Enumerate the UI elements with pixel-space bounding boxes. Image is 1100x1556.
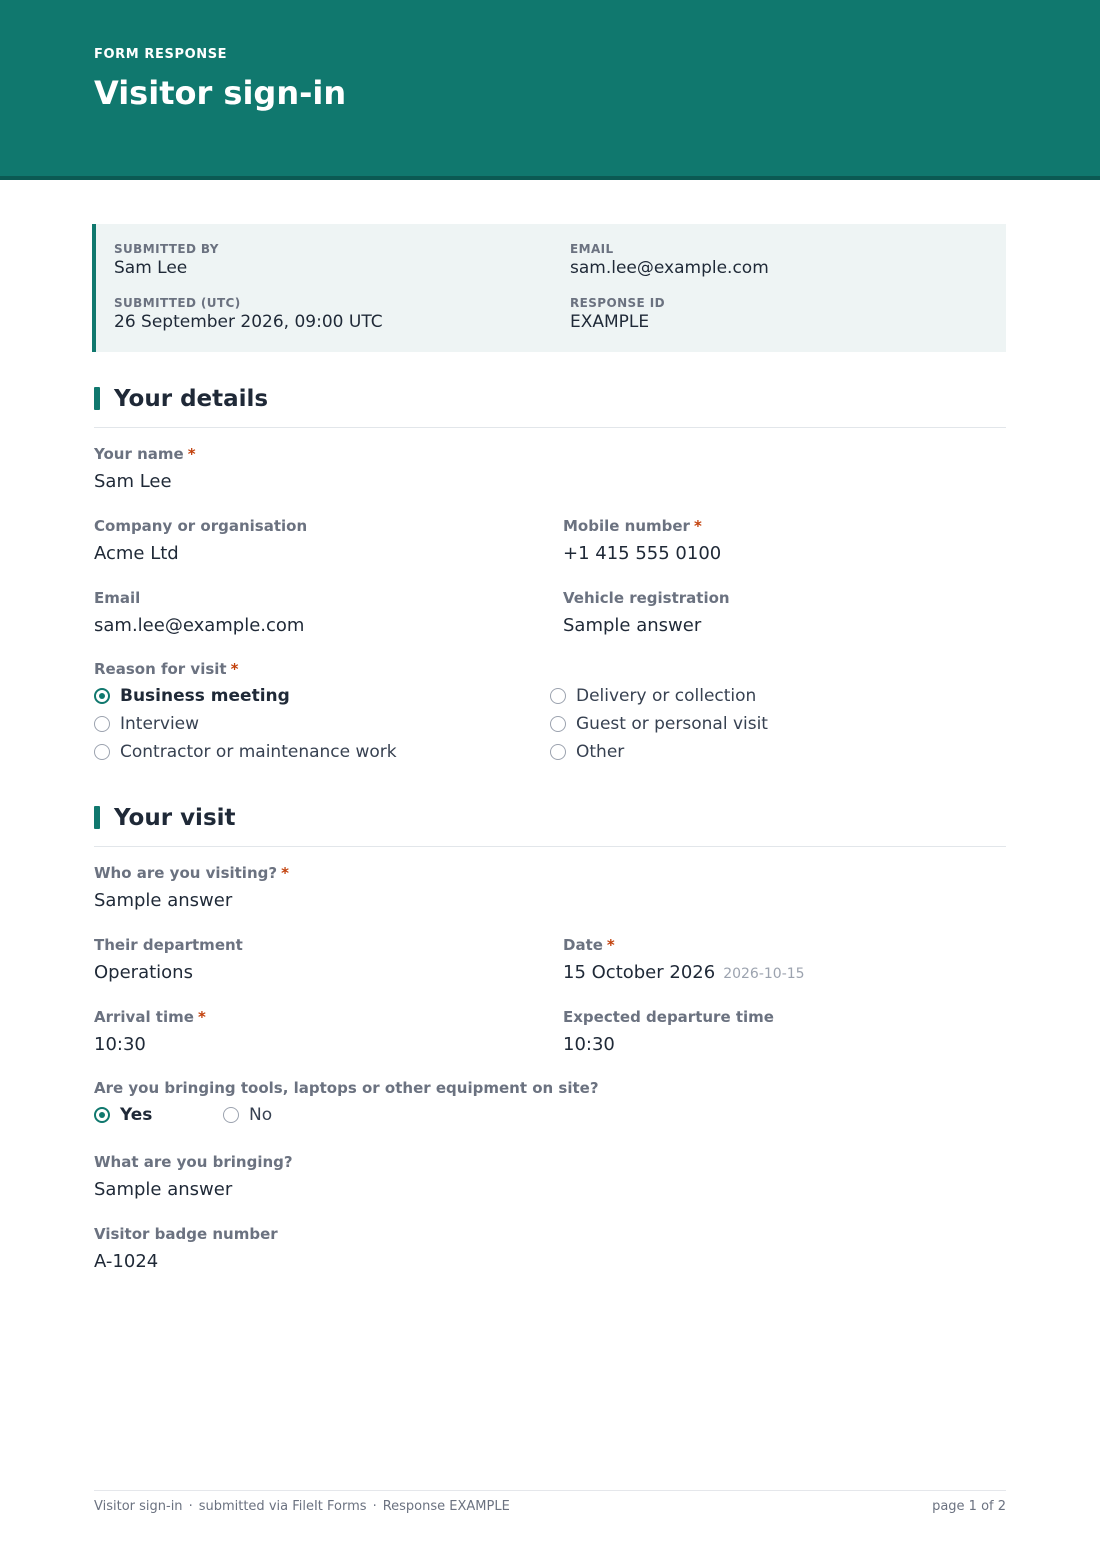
field-label: Expected departure time xyxy=(563,1008,774,1026)
meta-submitted-by xyxy=(114,241,219,279)
meta-value: sam.lee@example.com xyxy=(570,258,769,278)
section-accent-bar xyxy=(94,806,100,829)
field-value: 10:30 xyxy=(563,1034,615,1055)
radio-label: Yes xyxy=(120,1105,153,1125)
footer-separator: · xyxy=(372,1499,377,1514)
field-label: Your name * xyxy=(94,445,196,463)
field-value: Sample answer xyxy=(94,890,233,911)
section-your-visit xyxy=(94,803,1006,847)
footer-form-name: Visitor sign-in xyxy=(94,1499,183,1514)
field-who-visiting xyxy=(94,863,289,913)
meta-label: RESPONSE ID xyxy=(570,296,665,310)
radio-unselected-icon xyxy=(94,716,110,732)
form-header xyxy=(0,0,1100,180)
footer-response: Response EXAMPLE xyxy=(382,1499,510,1514)
required-marker: * xyxy=(197,1008,206,1026)
field-departure-time xyxy=(563,1007,774,1057)
radio-yes[interactable] xyxy=(94,1104,152,1126)
meta-label: SUBMITTED (UTC) xyxy=(114,296,241,310)
submission-meta xyxy=(92,224,1006,352)
meta-label: SUBMITTED BY xyxy=(114,242,219,256)
field-value: Sam Lee xyxy=(94,471,172,492)
field-arrival-time xyxy=(94,1007,206,1057)
field-email xyxy=(94,588,304,638)
footer-via: submitted via FileIt Forms xyxy=(198,1499,367,1514)
field-value: 10:30 xyxy=(94,1034,146,1055)
field-value xyxy=(563,961,805,986)
field-label: What are you bringing? xyxy=(94,1153,293,1171)
section-your-details xyxy=(94,384,1006,428)
field-equipment xyxy=(94,1078,599,1098)
meta-value: 26 September 2026, 09:00 UTC xyxy=(114,312,383,332)
page-number: page 1 of 2 xyxy=(932,1499,1006,1514)
form-kicker: FORM RESPONSE xyxy=(94,47,228,62)
field-what-bringing xyxy=(94,1152,293,1202)
meta-value: Sam Lee xyxy=(114,258,188,278)
required-marker: * xyxy=(230,660,239,678)
field-label: Who are you visiting? * xyxy=(94,864,289,882)
meta-label: EMAIL xyxy=(570,242,614,256)
field-value: A-1024 xyxy=(94,1251,159,1272)
date-value: 15 October 2026 xyxy=(563,962,716,983)
page-title: Visitor sign-in xyxy=(94,74,347,112)
radio-unselected-icon xyxy=(223,1107,239,1123)
radio-unselected-icon xyxy=(550,744,566,760)
radio-unselected-icon xyxy=(550,716,566,732)
field-label: Mobile number * xyxy=(563,517,702,535)
required-marker: * xyxy=(281,864,289,882)
field-value: +1 415 555 0100 xyxy=(563,543,722,564)
radio-unselected-icon xyxy=(550,688,566,704)
field-value: Acme Ltd xyxy=(94,543,179,564)
meta-submitted-utc xyxy=(114,295,383,333)
field-value: Sample answer xyxy=(94,1179,233,1200)
page-footer xyxy=(94,1490,1006,1520)
radio-label: No xyxy=(249,1105,273,1125)
field-label: Arrival time * xyxy=(94,1008,206,1026)
field-mobile-number xyxy=(563,516,721,566)
field-department xyxy=(94,935,243,985)
field-badge-number xyxy=(94,1224,278,1274)
section-title: Your visit xyxy=(114,805,236,831)
field-value: Sample answer xyxy=(563,615,702,636)
section-accent-bar xyxy=(94,387,100,410)
radio-label: Interview xyxy=(120,714,200,734)
field-vehicle-registration xyxy=(563,588,730,638)
radio-unselected-icon xyxy=(94,744,110,760)
radio-label: Business meeting xyxy=(120,686,290,706)
footer-separator: · xyxy=(188,1499,193,1514)
field-label: Email xyxy=(94,589,141,607)
meta-value: EXAMPLE xyxy=(570,312,650,332)
radio-other[interactable] xyxy=(550,741,624,763)
field-label: Reason for visit * xyxy=(94,660,239,678)
date-iso: 2026-10-15 xyxy=(723,966,805,982)
field-value: sam.lee@example.com xyxy=(94,615,305,636)
radio-label: Other xyxy=(576,742,625,762)
radio-no[interactable] xyxy=(223,1104,272,1126)
field-label: Visitor badge number xyxy=(94,1225,278,1243)
radio-guest-personal-visit[interactable] xyxy=(550,713,768,735)
field-company xyxy=(94,516,307,566)
radio-selected-icon xyxy=(94,688,110,704)
field-label: Are you bringing tools, laptops or other equipment on site? xyxy=(94,1079,599,1097)
meta-response-id xyxy=(570,295,665,333)
radio-contractor-maintenance[interactable] xyxy=(94,741,397,763)
radio-label: Delivery or collection xyxy=(576,686,757,706)
field-label: Company or organisation xyxy=(94,517,308,535)
field-your-name xyxy=(94,444,196,494)
field-label: Vehicle registration xyxy=(563,589,730,607)
field-date xyxy=(563,935,805,986)
radio-delivery-collection[interactable] xyxy=(550,685,756,707)
required-marker: * xyxy=(187,445,196,463)
field-value: Operations xyxy=(94,962,193,983)
meta-email xyxy=(570,241,769,279)
radio-business-meeting[interactable] xyxy=(94,685,290,707)
field-label: Their department xyxy=(94,936,243,954)
section-title: Your details xyxy=(114,386,269,412)
required-marker: * xyxy=(693,517,702,535)
footer-info xyxy=(94,1499,510,1514)
radio-label: Contractor or maintenance work xyxy=(120,742,397,762)
radio-selected-icon xyxy=(94,1107,110,1123)
required-marker: * xyxy=(606,936,615,954)
radio-label: Guest or personal visit xyxy=(576,714,768,734)
field-reason-for-visit xyxy=(94,659,238,679)
field-label: Date * xyxy=(563,936,615,954)
radio-interview[interactable] xyxy=(94,713,199,735)
